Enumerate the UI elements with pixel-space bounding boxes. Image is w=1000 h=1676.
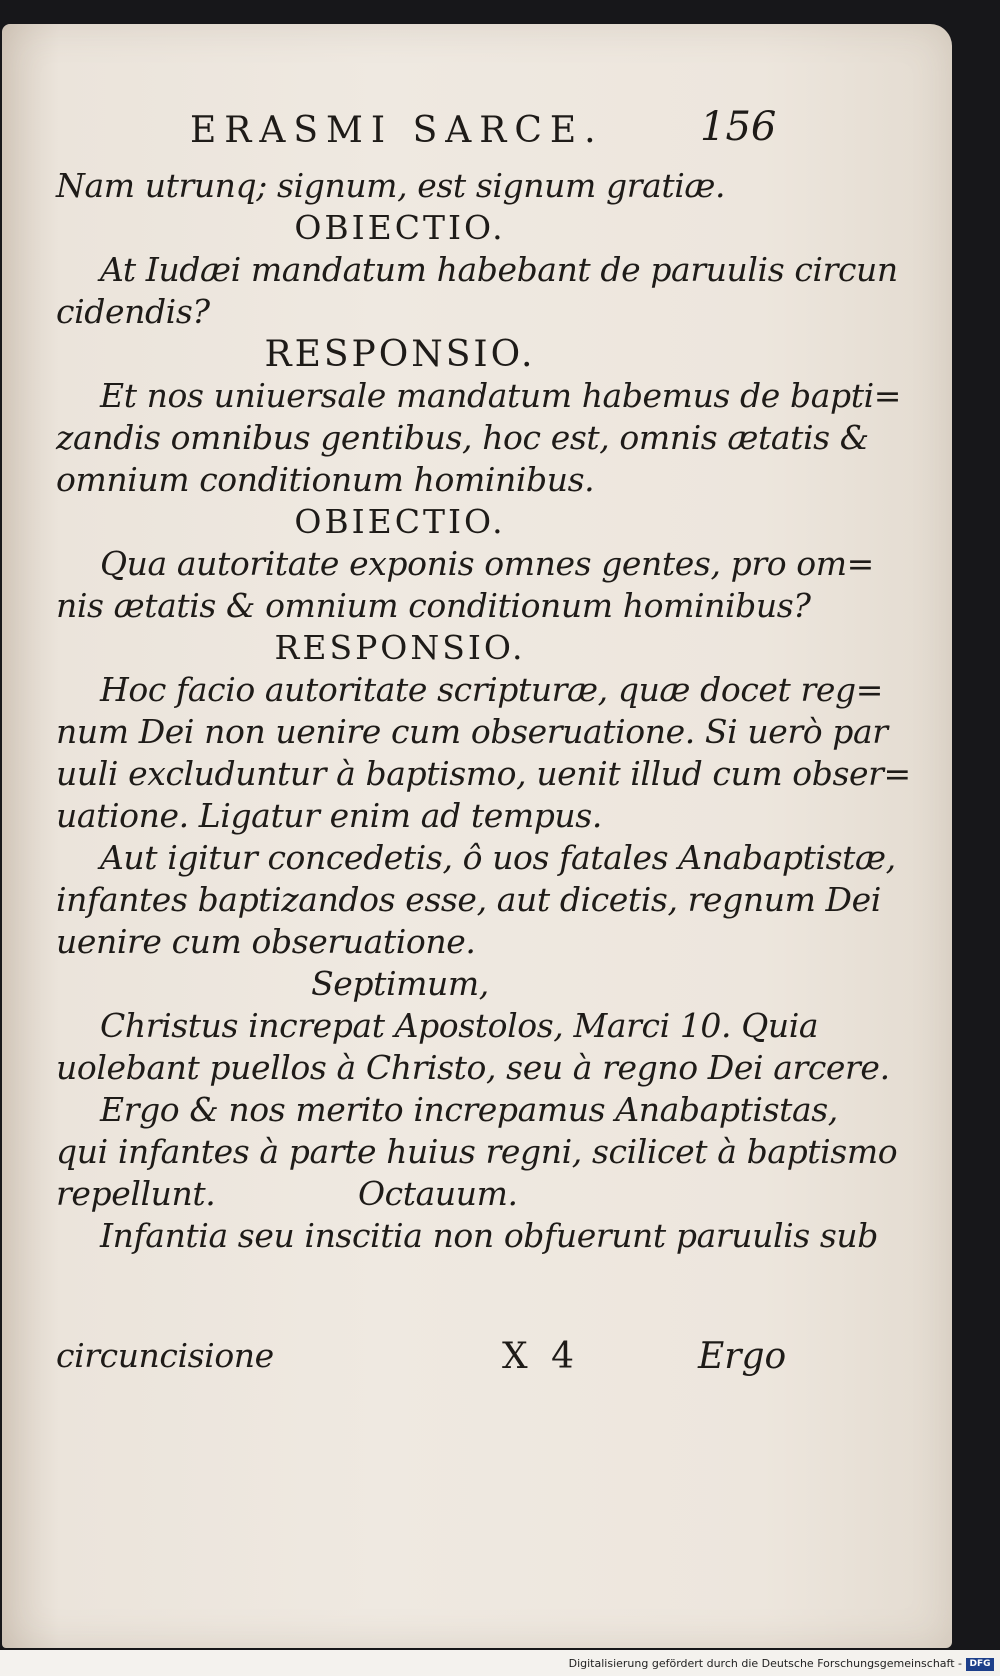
section-heading: OBIECTIO. [294, 502, 506, 541]
text-line: Infantia seu inscitia non obfuerunt paruulis sub [100, 1216, 878, 1255]
text-line: circuncisione [56, 1336, 274, 1375]
text-line: Et nos uniuersale mandatum habemus de bapti= [100, 376, 901, 415]
text-line: Ergo & nos merito increpamus Anabaptistas, [100, 1090, 838, 1129]
signature-mark: X 4 [502, 1336, 580, 1377]
text-line: Hoc facio autoritate scripturæ, quæ docet reg= [100, 670, 883, 709]
section-heading: RESPONSIO. [264, 334, 536, 375]
text-line: Aut igitur concedetis, ô uos fatales Anabaptistæ, [100, 838, 896, 877]
text-line: uenire cum obseruatione. [56, 922, 476, 961]
text-line: omnium conditionum hominibus. [56, 460, 595, 499]
text-line: cidendis? [56, 292, 210, 331]
text-line: infantes baptizandos esse, aut dicetis, regnum Dei [56, 880, 881, 919]
text-line: uolebant puellos à Christo, seu à regno Dei arcere. [56, 1048, 890, 1087]
section-heading: RESPONSIO. [274, 628, 526, 667]
text-line: At Iudæi mandatum habebant de paruulis circun [100, 250, 898, 289]
text-line: repellunt. [56, 1174, 216, 1213]
catchword: Ergo [698, 1336, 787, 1377]
section-heading: Septimum, [311, 964, 489, 1003]
dfg-logo: DFG [966, 1658, 994, 1671]
running-header: ERASMI SARCE. [190, 110, 604, 151]
text-line: Nam utrunq; signum, est signum gratiæ. [56, 166, 726, 205]
section-heading: Octauum. [358, 1174, 518, 1213]
text-line: nis ætatis & omnium conditionum hominibus? [56, 586, 811, 625]
section-heading: OBIECTIO. [294, 208, 506, 247]
text-line: qui infantes à parte huius regni, scilicet à baptismo [56, 1132, 898, 1171]
page-number: 156 [700, 104, 777, 150]
text-line: Christus increpat Apostolos, Marci 10. Quia [100, 1006, 819, 1045]
text-line: uatione. Ligatur enim ad tempus. [56, 796, 602, 835]
text-line: zandis omnibus gentibus, hoc est, omnis ætatis & [56, 418, 869, 457]
footer-credit: Digitalisierung gefördert durch die Deutsche Forschungsgemeinschaft - [568, 1657, 962, 1670]
text-line: Qua autoritate exponis omnes gentes, pro om= [100, 544, 874, 583]
text-line: num Dei non uenire cum obseruatione. Si uerò par [56, 712, 888, 751]
text-line: uuli excluduntur à baptismo, uenit illud cum obser= [56, 754, 911, 793]
footer-bar [0, 1657, 1000, 1676]
